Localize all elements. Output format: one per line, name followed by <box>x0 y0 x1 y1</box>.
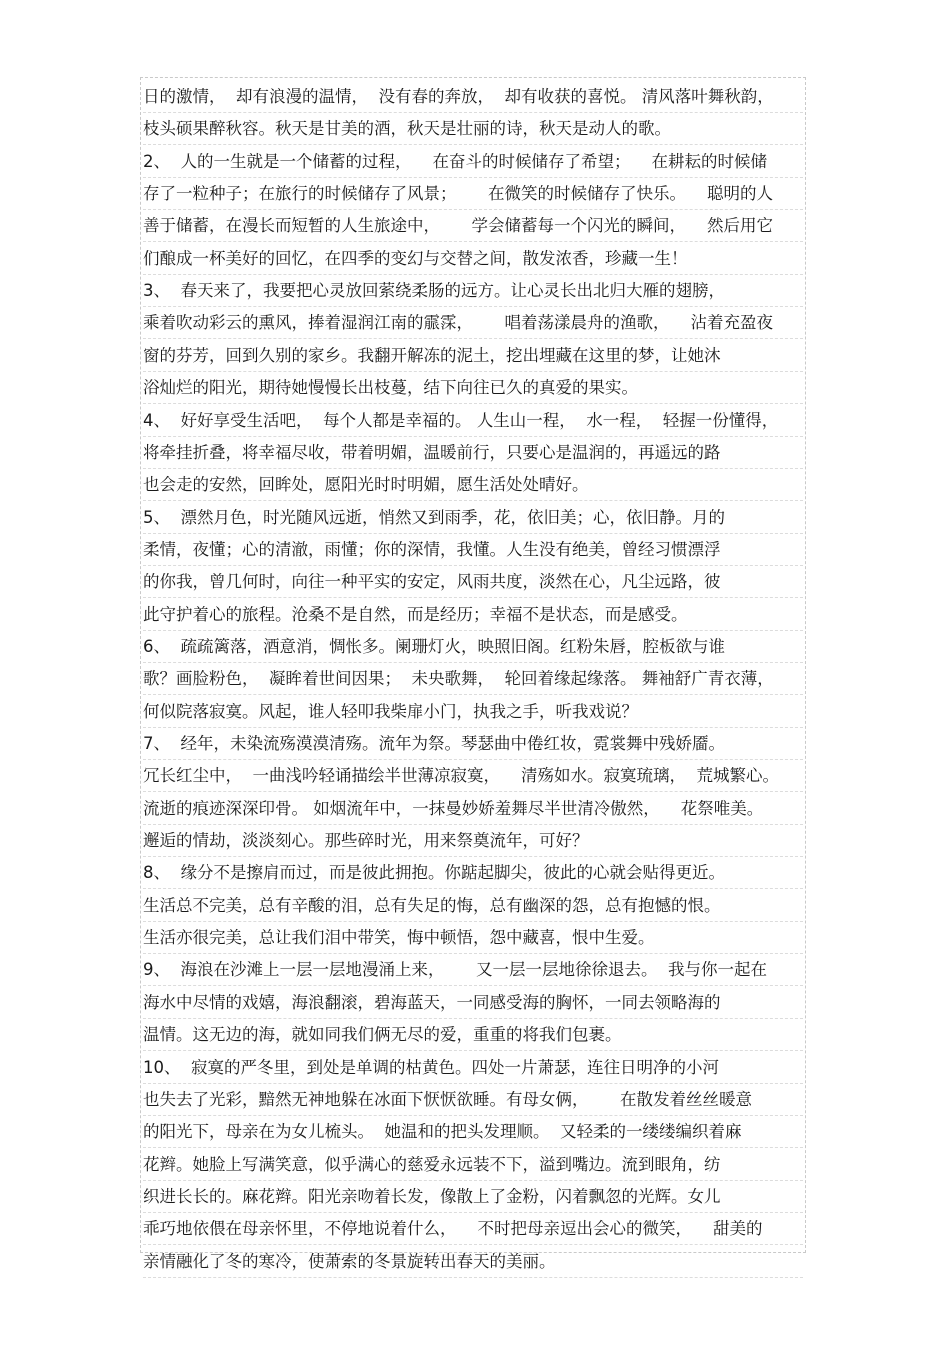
text-line: 日的激情， 却有浪漫的温情， 没有春的奔放， 却有收获的喜悦。 清风落叶舞秋韵， <box>143 81 803 113</box>
text-line: 10、 寂寞的严冬里，到处是单调的枯黄色。四处一片萧瑟，连往日明净的小河 <box>143 1052 803 1084</box>
text-line: 浴灿烂的阳光，期待她慢慢长出枝蔓，结下向往已久的真爱的果实。 <box>143 372 803 404</box>
text-line: 存了一粒种子；在旅行的时候储存了风景； 在微笑的时候储存了快乐。 聪明的人 <box>143 178 803 210</box>
text-line: 柔情，夜懂；心的清澈，雨懂；你的深情，我懂。人生没有绝美，曾经习惯漂浮 <box>143 534 803 566</box>
text-line: 的阳光下，母亲在为女儿梳头。 她温和的把头发理顺。 又轻柔的一缕缕编织着麻 <box>143 1116 803 1148</box>
text-line: 们酿成一杯美好的回忆，在四季的变幻与交替之间，散发浓香，珍藏一生！ <box>143 243 803 275</box>
text-line: 的你我，曾几何时，向往一种平实的安定，风雨共度，淡然在心，凡尘远路，彼 <box>143 566 803 598</box>
text-line: 也会走的安然，回眸处，愿阳光时时明媚，愿生活处处晴好。 <box>143 469 803 501</box>
text-line: 邂逅的情劫，淡淡刻心。那些碎时光，用来祭奠流年，可好？ <box>143 825 803 857</box>
text-line: 2、 人的一生就是一个储蓄的过程， 在奋斗的时候储存了希望； 在耕耘的时候储 <box>143 146 803 178</box>
text-line: 枝头硕果醉秋容。秋天是甘美的酒，秋天是壮丽的诗，秋天是动人的歌。 <box>143 113 803 145</box>
text-line: 乘着吹动彩云的熏风，捧着湿润江南的霢霂， 唱着荡漾晨舟的渔歌， 沾着充盈夜 <box>143 307 803 339</box>
text-block <box>140 77 806 1271</box>
text-line: 亲情融化了冬的寒冷，使萧索的冬景旋转出春天的美丽。 <box>143 1246 803 1278</box>
text-line: 海水中尽情的戏嬉，海浪翻滚，碧海蓝天，一同感受海的胸怀，一同去领略海的 <box>143 987 803 1019</box>
text-line: 流逝的痕迹深深印骨。 如烟流年中，一抹曼妙娇羞舞尽半世清冷傲然， 花祭唯美。 <box>143 793 803 825</box>
text-line: 5、 漂然月色，时光随风远逝，悄然又到雨季，花，依旧美；心，依旧静。月的 <box>143 502 803 534</box>
text-line: 也失去了光彩，黯然无神地躲在冰面下恹恹欲睡。有母女俩， 在散发着丝丝暖意 <box>143 1084 803 1116</box>
text-line: 生活亦很完美，总让我们泪中带笑，悔中顿悟，怨中藏喜，恨中生爱。 <box>143 922 803 954</box>
text-line: 织进长长的。麻花辫。阳光亲吻着长发，像散上了金粉，闪着飘忽的光辉。女儿 <box>143 1181 803 1213</box>
text-line: 7、 经年，未染流殇漠漠清殇。流年为祭。琴瑟曲中倦红妆，霓裳舞中残娇靥。 <box>143 728 803 760</box>
text-line: 6、 疏疏篱落，酒意消，惆怅多。阑珊灯火，映照旧阁。红粉朱唇，腔板欲与谁 <box>143 631 803 663</box>
text-line: 冗长红尘中， 一曲浅吟轻诵描绘半世薄凉寂寞， 清殇如水。寂寞琉璃， 荒城繁心。 <box>143 760 803 792</box>
text-line: 将牵挂折叠，将幸福尽收，带着明媚，温暖前行，只要心是温润的，再遥远的路 <box>143 437 803 469</box>
text-line: 8、 缘分不是擦肩而过，而是彼此拥抱。你踮起脚尖，彼此的心就会贴得更近。 <box>143 857 803 889</box>
text-line: 3、 春天来了，我要把心灵放回萦绕柔肠的远方。让心灵长出北归大雁的翅膀， <box>143 275 803 307</box>
text-line: 4、 好好享受生活吧， 每个人都是幸福的。 人生山一程， 水一程， 轻握一份懂得， <box>143 405 803 437</box>
text-line: 窗的芬芳，回到久别的家乡。我翻开解冻的泥土，挖出埋藏在这里的梦，让她沐 <box>143 340 803 372</box>
text-line: 花辫。她脸上写满笑意，似乎满心的慈爱永远装不下，溢到嘴边。流到眼角，纺 <box>143 1149 803 1181</box>
text-line: 生活总不完美，总有辛酸的泪，总有失足的悔，总有幽深的怨，总有抱憾的恨。 <box>143 890 803 922</box>
text-line: 乖巧地依偎在母亲怀里，不停地说着什么， 不时把母亲逗出会心的微笑， 甜美的 <box>143 1213 803 1245</box>
text-line: 此守护着心的旅程。沧桑不是自然，而是经历；幸福不是状态，而是感受。 <box>143 599 803 631</box>
text-line: 善于储蓄，在漫长而短暂的人生旅途中， 学会储蓄每一个闪光的瞬间， 然后用它 <box>143 210 803 242</box>
text-line: 9、 海浪在沙滩上一层一层地漫涌上来， 又一层一层地徐徐退去。 我与你一起在 <box>143 954 803 986</box>
text-line: 温情。这无边的海，就如同我们俩无尽的爱，重重的将我们包裹。 <box>143 1019 803 1051</box>
text-line: 歌？画脸粉色， 凝眸着世间因果； 未央歌舞， 轮回着缘起缘落。 舞袖舒广青衣薄， <box>143 663 803 695</box>
text-line: 何似院落寂寞。风起，谁人轻叩我柴扉小门，执我之手，听我戏说？ <box>143 696 803 728</box>
